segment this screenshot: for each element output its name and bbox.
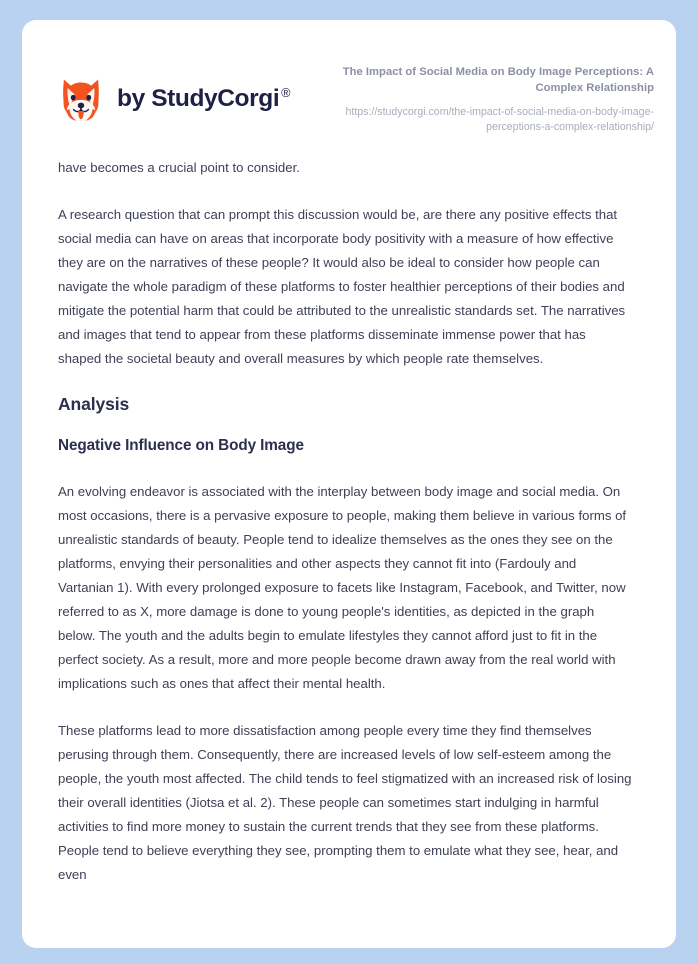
document-title: The Impact of Social Media on Body Image Perceptions: A Complex Relationship <box>342 66 654 94</box>
brand-wordmark <box>117 84 291 112</box>
paragraph: These platforms lead to more dissatisfaction among people every time they find themselves perusing through them. Consequently, there are increased levels of low self-esteem among the people, the youth most affected. The child tends to feel stigmatized with an increased risk of losing their overall identities (Jiotsa et al. 2). These people can sometimes start indulging in harmful activities to find more money to sustain the current trends that they see from these platforms. People tend to believe everything they see, prompting them to emulate what they see, hear, and even <box>58 722 632 882</box>
document-body <box>22 156 676 887</box>
brand-wordmark-text: by StudyCorgi <box>117 84 280 112</box>
paragraph: An evolving endeavor is associated with the interplay between body image and social media. On most occasions, there is a pervasive exposure to people, making them believe in various forms of unrealistic standards of beauty. People tend to idealize themselves as the ones they see on the platforms, envying their personalities and other aspects they cannot fit into (Fardouly and Vartanian 1). With every prolonged exposure to facets like Instagram, Facebook, and Twitter, now referred to as X, more damage is done to young people's identities, as depicted in the graph below. The youth and the adults begin to emulate lifestyles they cannot afford just to fit in the perfect society. As a result, more and more people become drawn away from the real world with implications such as ones that affect their mental health. <box>58 483 627 691</box>
paragraph: A research question that can prompt this discussion would be, are there any positive effects that social media can have on areas that incorporate body positivity with a measure of how effective they are on the narratives of these people? It would also be ideal to consider how people can navigate the whole paradigm of these platforms to foster healthier perceptions of their bodies and mitigate the potential harm that could be attributed to the unrealistic standards set. The narratives and images that tend to appear from these platforms disseminate immense power that has shaped the societal beauty and overall measures by which people rate themselves. <box>58 206 626 366</box>
registered-trademark-icon: ® <box>281 85 291 100</box>
document-source-url[interactable]: https://studycorgi.com/the-impact-of-social-media-on-body-image-perceptions-a-complex-relationship/ <box>345 105 654 134</box>
subsection-heading-negative-influence: Negative Influence on Body Image <box>58 436 304 454</box>
studycorgi-brand[interactable] <box>58 63 290 122</box>
corgi-face-icon <box>58 76 104 122</box>
header-meta <box>306 63 654 136</box>
section-heading-analysis: Analysis <box>58 393 130 414</box>
paragraph: have becomes a crucial point to consider. <box>58 159 300 175</box>
document-page-card <box>22 20 676 948</box>
document-header <box>22 20 676 136</box>
